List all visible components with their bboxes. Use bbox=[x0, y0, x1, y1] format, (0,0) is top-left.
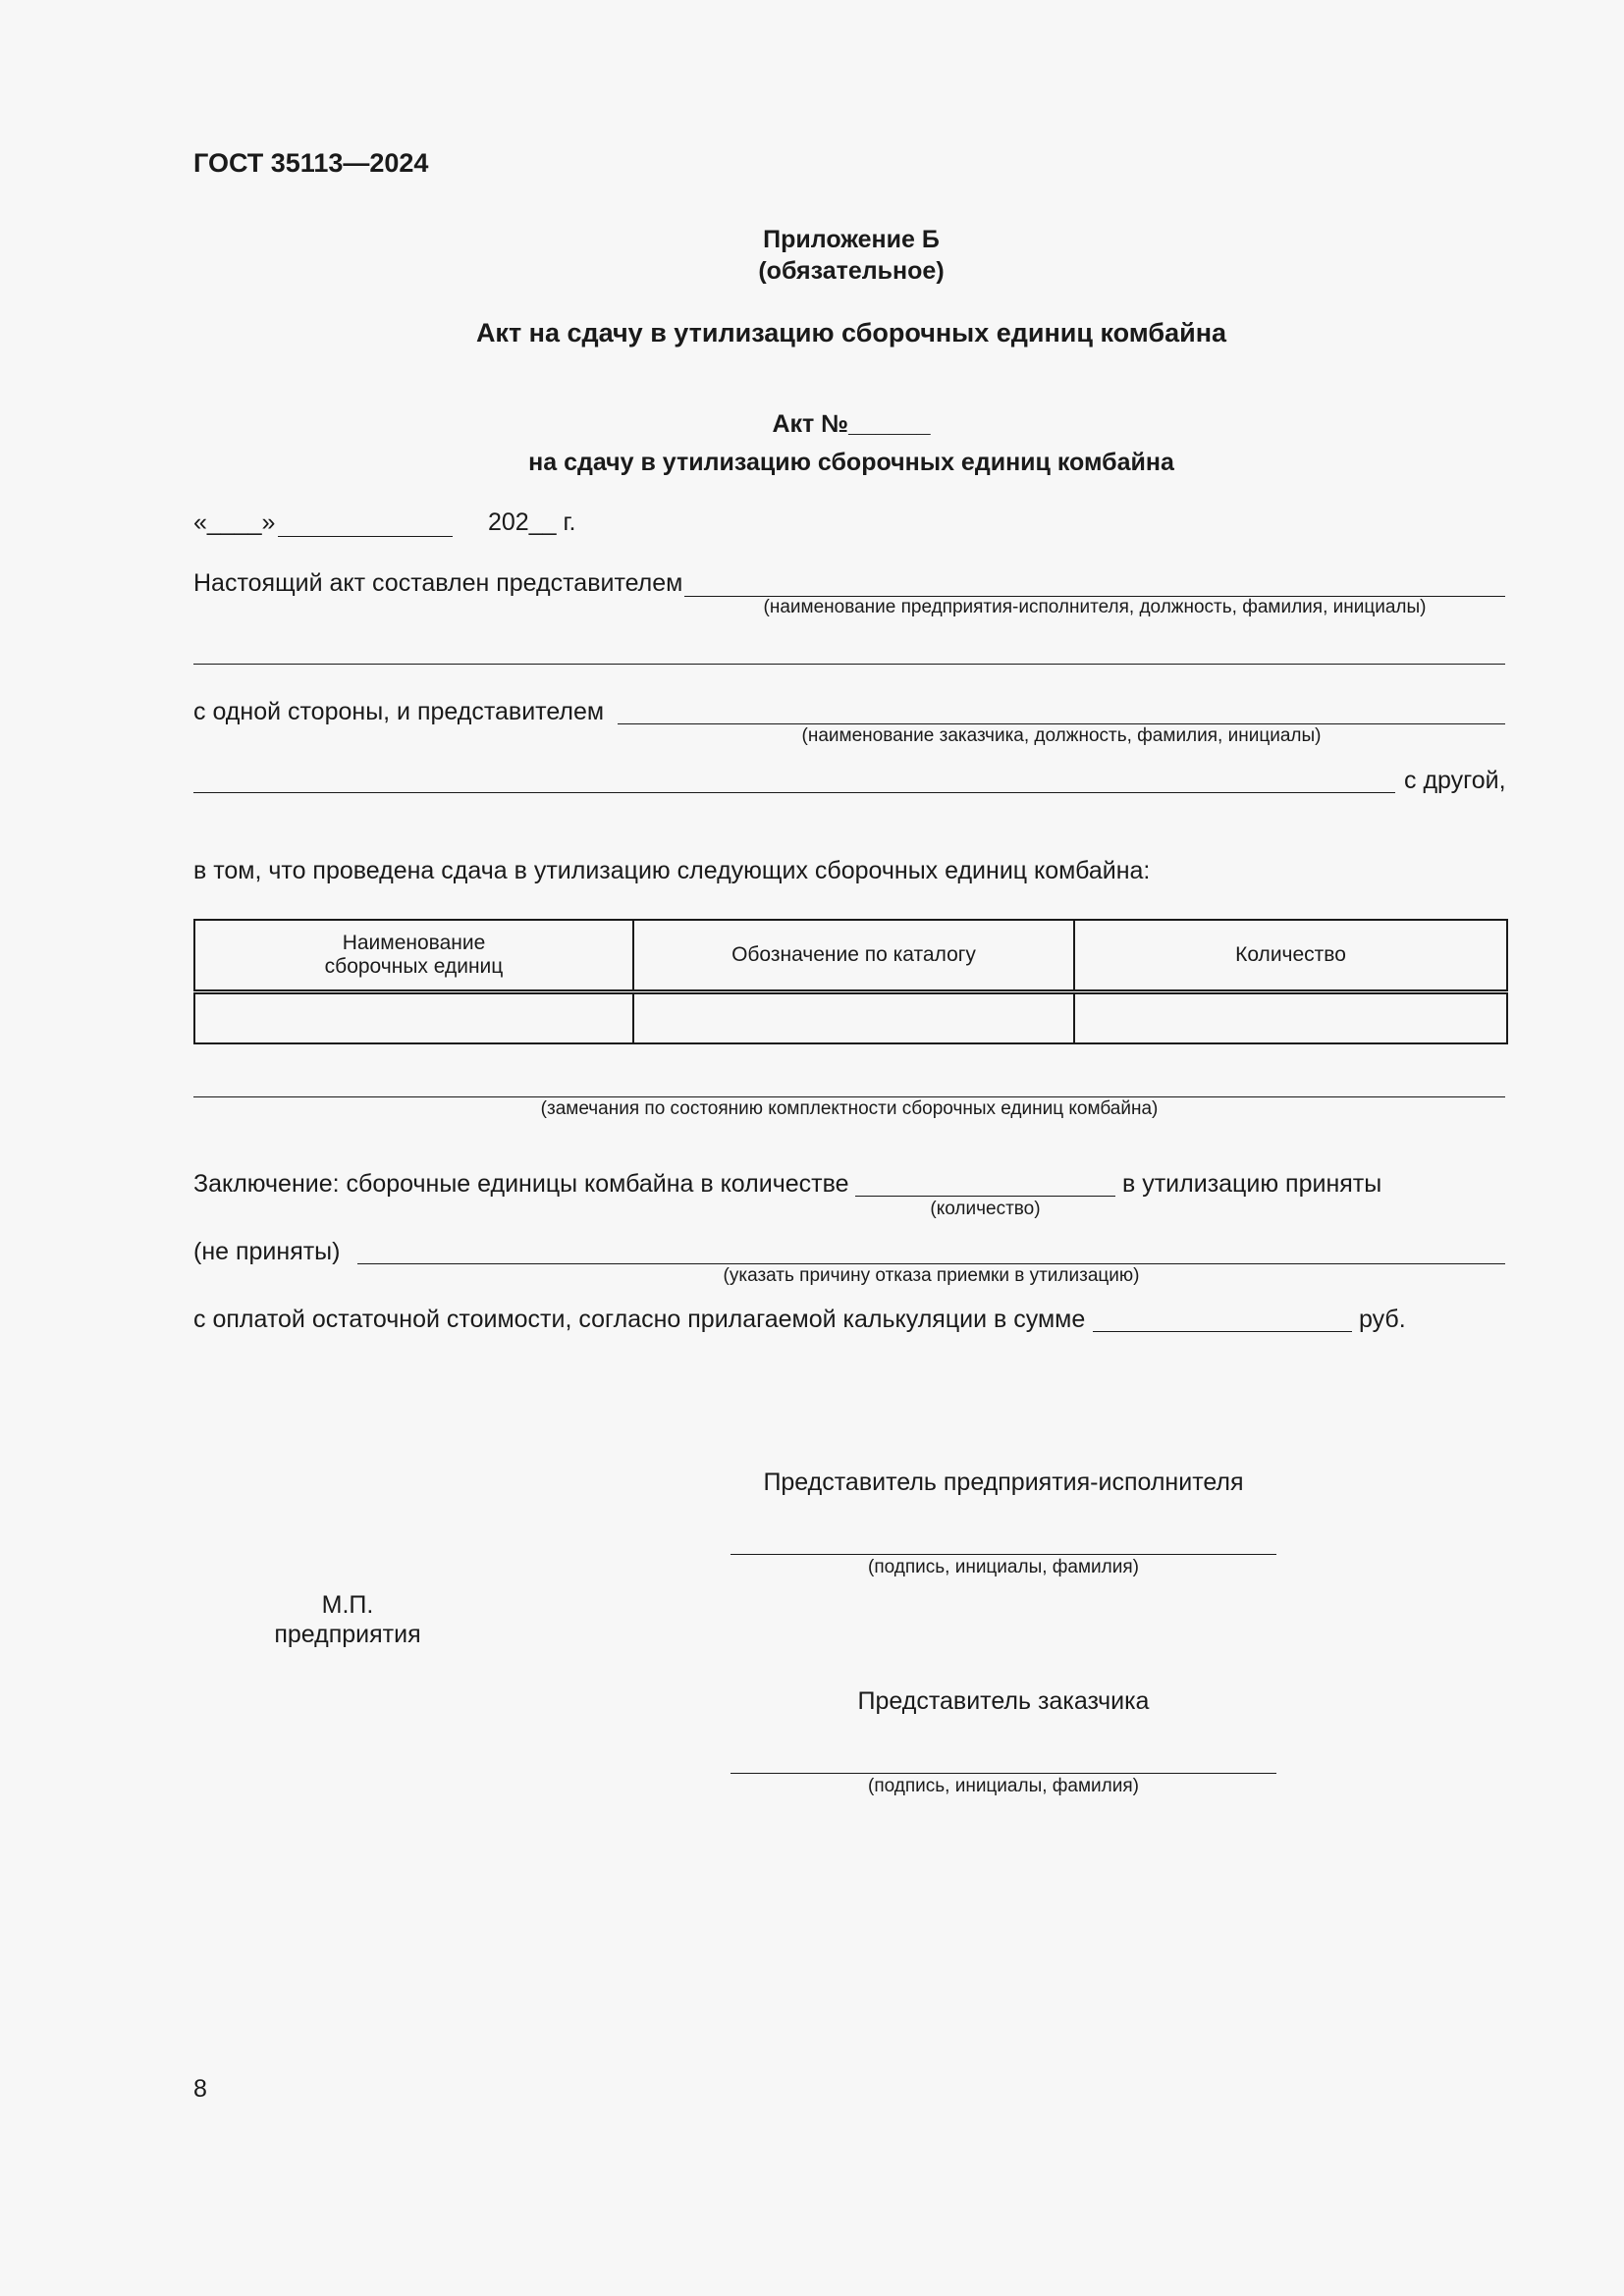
appendix-title: Приложение Б bbox=[763, 226, 940, 253]
table-row bbox=[194, 992, 1507, 1044]
table-cell bbox=[633, 992, 1074, 1044]
quantity-line bbox=[855, 1196, 1115, 1197]
reason-hint: (указать причину отказа приемки в утилизацию) bbox=[723, 1265, 1140, 1286]
units-table bbox=[193, 919, 1508, 1044]
executor-signature-line bbox=[731, 1554, 1276, 1555]
customer-signature-hint: (подпись, инициалы, фамилия) bbox=[868, 1776, 1139, 1796]
document-code: ГОСТ 35113—2024 bbox=[193, 148, 429, 178]
customer-signature-title: Представитель заказчика bbox=[857, 1687, 1150, 1715]
appendix-heading: Акт на сдачу в утилизацию сборочных единиц комбайна bbox=[475, 318, 1227, 347]
column-header-quantity: Количество bbox=[1074, 920, 1507, 992]
currency-label: руб. bbox=[1359, 1306, 1406, 1333]
stamp-label-enterprise: предприятия bbox=[274, 1621, 421, 1648]
date-month-line bbox=[278, 536, 453, 537]
stamp-label: М.П. bbox=[321, 1591, 374, 1619]
customer-line bbox=[618, 723, 1505, 724]
remarks-hint: (замечания по состоянию комплектности сборочных единиц комбайна) bbox=[540, 1098, 1159, 1119]
table-header-row bbox=[194, 920, 1507, 992]
executor-signature-hint: (подпись, инициалы, фамилия) bbox=[868, 1557, 1139, 1577]
remarks-line bbox=[193, 1096, 1505, 1097]
reason-line bbox=[357, 1263, 1505, 1264]
column-header-catalog: Обозначение по каталогу bbox=[633, 920, 1074, 992]
date-day: «____» bbox=[193, 508, 276, 536]
table-cell bbox=[1074, 992, 1507, 1044]
act-subtitle: на сдачу в утилизацию сборочных единиц комбайна bbox=[528, 449, 1174, 476]
customer-hint: (наименование заказчика, должность, фамилия, инициалы) bbox=[801, 725, 1322, 746]
appendix-status: (обязательное) bbox=[758, 257, 945, 285]
intro-text: в том, что проведена сдача в утилизацию следующих сборочных единиц комбайна: bbox=[193, 857, 1151, 884]
amount-line bbox=[1093, 1331, 1352, 1332]
customer-line-2 bbox=[193, 792, 1395, 793]
column-header-name: Наименование сборочных единиц bbox=[194, 920, 633, 992]
composed-label: Настоящий акт составлен представителем bbox=[193, 569, 683, 597]
date-year: 202__ г. bbox=[488, 508, 576, 536]
not-accepted-label: (не приняты) bbox=[193, 1238, 341, 1265]
executor-hint: (наименование предприятия-исполнителя, должность, фамилия, инициалы) bbox=[763, 597, 1427, 617]
accepted-label: в утилизацию приняты bbox=[1122, 1170, 1382, 1198]
quantity-hint: (количество) bbox=[930, 1199, 1041, 1219]
executor-line-2 bbox=[193, 664, 1505, 665]
payment-label: с оплатой остаточной стоимости, согласно прилагаемой калькуляции в сумме bbox=[193, 1306, 1086, 1333]
one-side-label: с одной стороны, и представителем bbox=[193, 698, 605, 725]
conclusion-label: Заключение: сборочные единицы комбайна в количестве bbox=[193, 1170, 849, 1198]
executor-signature-title: Представитель предприятия-исполнителя bbox=[763, 1468, 1244, 1496]
table-cell bbox=[194, 992, 633, 1044]
page-number: 8 bbox=[193, 2075, 207, 2103]
act-number: Акт №______ bbox=[772, 410, 931, 438]
customer-signature-line bbox=[731, 1773, 1276, 1774]
other-side-label: с другой, bbox=[1404, 767, 1506, 794]
